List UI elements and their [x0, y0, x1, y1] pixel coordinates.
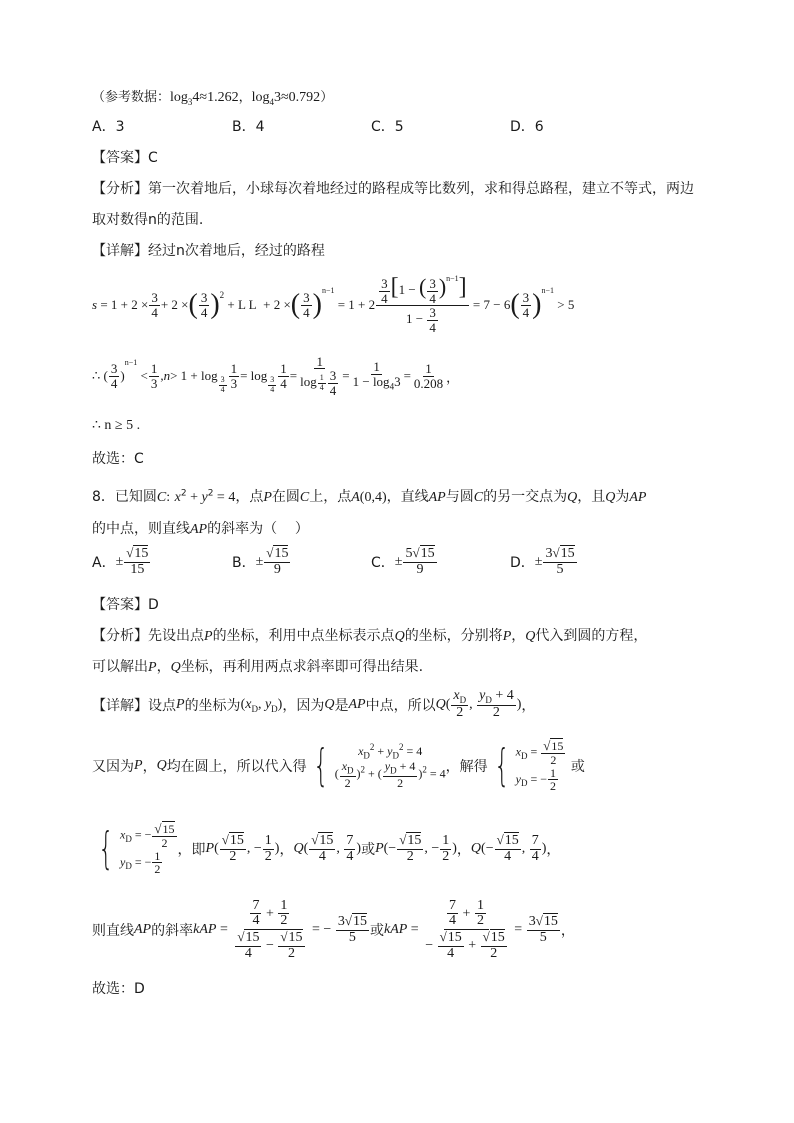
q8-detail-line2: 又因为 P ， Q 均在圆上，所以代入得 { $x_D^2 + y_D^2 = 4$ ( $\frac{x_D}{2}$ )$^2$ + ( $\frac{y_D + 4}{2}$ )$^2$ = 4 ，解得 { $x_D$ = $\frac{√15}{2}$ $y_D$ = − $\frac{1}{2}$ 或: [92, 738, 585, 794]
q8-option-a: A． ± $\frac{√15}{15}$: [92, 545, 149, 577]
q8-slope-line: 则直线 AP 的斜率 k AP = $\frac{7}{4}$ + $\frac{1}{2}$ $\frac{√15}{4}$ − $\frac{√15}{2}$ = − $\frac{3√15}{5}$ 或 k AP = $\frac{7}{4}$ + $\frac{1}{2}$ − $\frac{√15}{4}$ + $\frac{√15}{2}$ = $\frac{3√15}{5}$ ，: [92, 897, 575, 961]
q7-option-c: C．5: [371, 119, 404, 135]
q8-option-c: C． ± $\frac{5√15}{9}$: [371, 545, 435, 577]
q7-detail: [92, 240, 325, 260]
q8-detail-line3: { $x_D$ = − $\frac{√15}{2}$ $y_D$ = − $\frac{1}{2}$ ，即 P ( $\frac{√15}{2}$ , − $\frac{1}{2}$ ) ， Q ( $\frac{√15}{4}$ , $\frac{7}{4}$ ) 或 P (− $\frac{√15}{2}$ , − $\frac{1}{2}$ ) ， Q (− $\frac{√15}{4}$ , $\frac{7}{4}$ ) ，: [98, 821, 561, 877]
q8-stem-line1: 8．已知圆C: $x^2 + y^2 = 4$，点P在圆C上，点A(0,4)，直线AP与圆C的另一交点为Q，且Q为AP: [92, 488, 647, 505]
answer-value: C: [148, 150, 158, 166]
q7-answer: [92, 147, 158, 167]
q7-final: 故选：C: [92, 451, 144, 467]
analysis-tag: 【分析】: [92, 181, 148, 197]
q7-option-d: D．6: [510, 119, 544, 135]
q7-option-a: A．3: [92, 119, 125, 135]
detail-tag: 【详解】: [92, 698, 148, 714]
q8-analysis: 【分析】先设出点P的坐标，利用中点坐标表示点Q的坐标，分别将P，Q代入到圆的方程，: [92, 628, 648, 644]
or-text: 或: [570, 759, 585, 775]
answer-tag: 【答案】: [92, 597, 148, 613]
answer-value: D: [148, 597, 159, 613]
q8-option-b: B． ± $\frac{√15}{9}$: [232, 545, 289, 577]
answer-tag: 【答案】: [92, 150, 148, 166]
solve-text: ，解得: [445, 759, 488, 775]
analysis-text: 第一次着地后，小球每次着地经过的路程成等比数列，求和得总路程，建立不等式，两边: [148, 181, 694, 197]
q8-final: 故选：D: [92, 981, 145, 997]
analysis-tag: 【分析】: [92, 628, 148, 644]
q7-sum-formula: s = 1 + 2 × $\frac{3}{4}$ + 2 × ( $\frac{3}{4}$ ) 2 + L L + 2 × ( $\frac{3}{4}$ ) n−1 = 1 + 2 $\frac{3}{4}$ [1 − ( $\frac{3}{4}$ )$^{n-1}$] 1 − $\frac{3}{4}$ = 7 − 6 ( $\frac{3}{4}$ ) n−1 > 5: [92, 274, 575, 336]
reference-data: （参考数据：$\log_34\approx 1.262$，$\log_43\approx 0.792$）: [92, 90, 334, 107]
left-brace-icon: {: [312, 740, 329, 791]
q8-answer: [92, 594, 159, 614]
q8-stem-line2: 的中点，则直线AP的斜率为（ ）: [92, 521, 309, 537]
left-brace-icon: {: [98, 823, 114, 874]
q7-conclusion: ∴ n ≥ 5 .: [92, 418, 141, 433]
q8-analysis-line2: 可以解出P，Q坐标，再利用两点求斜率即可得出结果.: [92, 659, 424, 675]
q8-detail-line1: 【详解】 设点 P 的坐标为 ($x_D$, $y_D$) ，因为 Q 是 AP 中点，所以 Q ( $\frac{x_D}{2}$ , $\frac{y_D + 4}{2}$ ) ，: [92, 688, 536, 721]
q8-option-d: D． ± $\frac{3√15}{5}$: [510, 545, 575, 577]
left-brace-icon: {: [493, 740, 510, 791]
detail-intro: 经过n次着地后，经过的路程: [148, 243, 325, 259]
q7-analysis-line2: 取对数得n的范围.: [92, 212, 204, 228]
q7-option-b: B．4: [232, 119, 265, 135]
detail-tag: 【详解】: [92, 243, 148, 259]
q7-ineq-formula: ∴ ( $\frac{3}{4}$ ) n−1 < $\frac{1}{3}$ , n > 1 + log $\frac{3}{4}$ $\frac{1}{3}$ = log $\frac{3}{4}$ $\frac{1}{4}$ = 1 log $\frac{1}{4}$ $\frac{3}{4}$ = $\frac{1}{1 - \log_43}$ = $\frac{1}{0.208}$ ，: [92, 353, 460, 398]
q7-analysis: [92, 178, 694, 198]
